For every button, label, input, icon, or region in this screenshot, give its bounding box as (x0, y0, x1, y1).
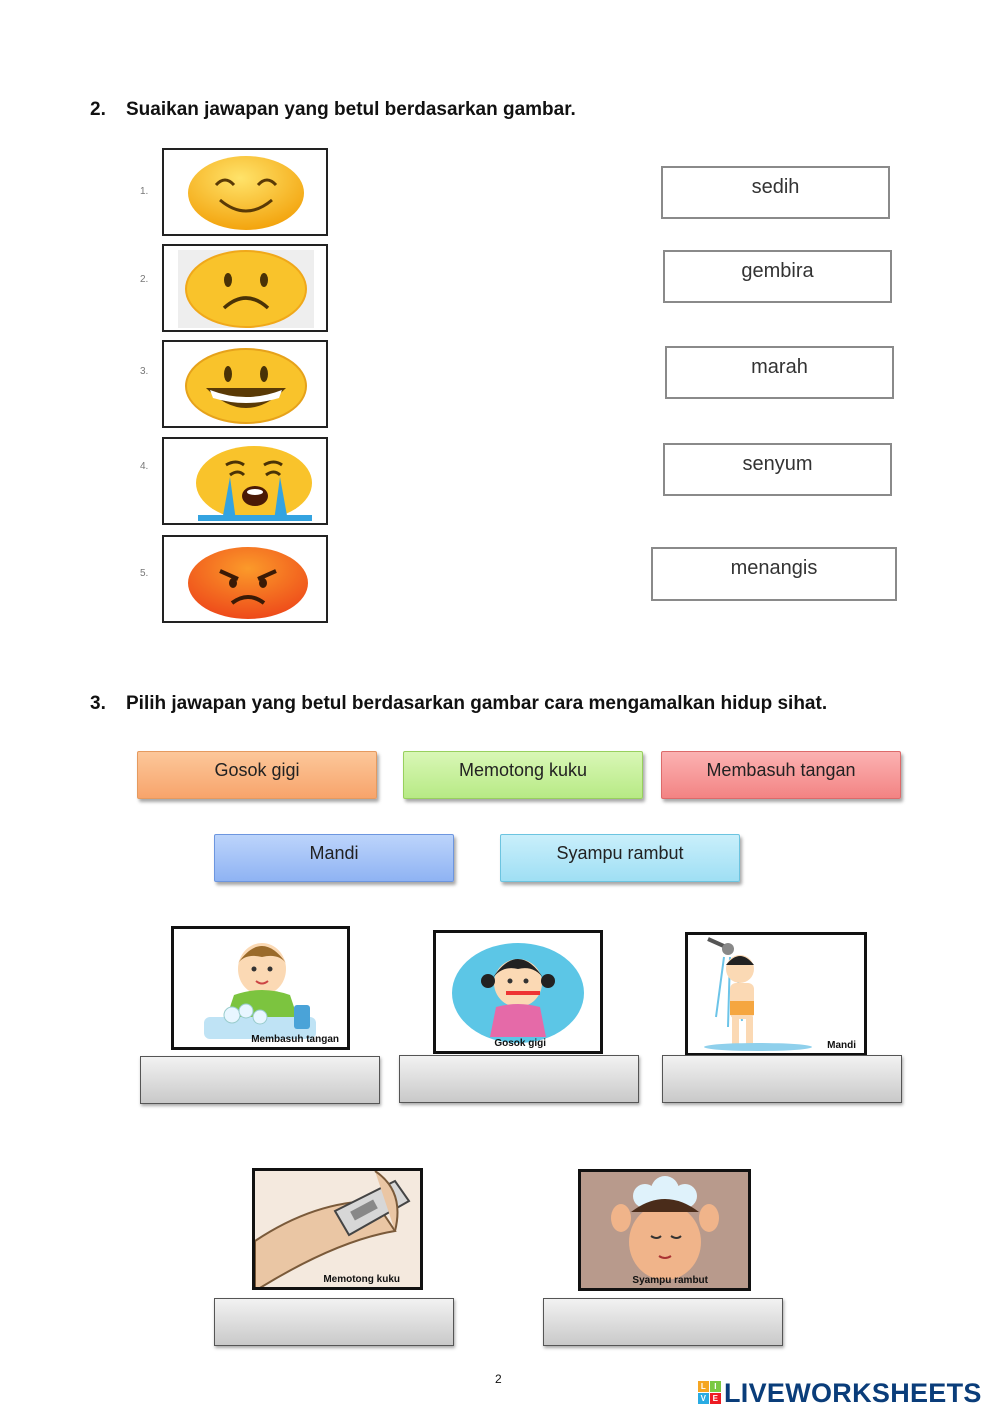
answer-box-marah[interactable]: marah (665, 346, 894, 399)
picture-caption: Memotong kuku (323, 1274, 400, 1285)
smiling-face-closed-eyes-icon (178, 152, 314, 234)
emoji-frame (162, 340, 328, 428)
liveworksheets-logo (698, 1378, 982, 1409)
picture-hand-washing (171, 926, 350, 1050)
shampoo-hair-icon (581, 1172, 748, 1288)
picture-tooth-brushing (433, 930, 603, 1054)
picture-caption: Mandi (827, 1040, 856, 1051)
picture-nail-clipping (252, 1168, 423, 1290)
question-number: 2. (90, 99, 106, 120)
emoji-frame (162, 437, 328, 525)
question-3-title (90, 693, 827, 715)
question-text: Pilih jawapan yang betul berdasarkan gambar cara mengamalkan hidup sihat. (126, 693, 828, 714)
emoji-frame (162, 148, 328, 236)
drop-box[interactable] (140, 1056, 380, 1104)
drop-box[interactable] (662, 1055, 902, 1103)
answer-box-menangis[interactable]: menangis (651, 547, 897, 601)
item-number: 5. (140, 568, 149, 579)
picture-caption: Gosok gigi (494, 1038, 546, 1049)
drop-box[interactable] (399, 1055, 639, 1103)
hand-washing-icon (174, 929, 347, 1047)
drop-box[interactable] (214, 1298, 454, 1346)
crying-face-icon (178, 441, 314, 523)
frowning-face-icon (178, 248, 314, 330)
emoji-frame (162, 244, 328, 332)
tooth-brushing-icon (436, 933, 600, 1051)
grinning-face-icon (178, 344, 314, 426)
nail-clipper-icon (255, 1171, 420, 1287)
picture-caption: Membasuh tangan (251, 1034, 339, 1045)
question-text: Suaikan jawapan yang betul berdasarkan gambar. (126, 99, 576, 120)
option-memotong-kuku[interactable]: Memotong kuku (403, 751, 643, 799)
item-number: 1. (140, 186, 149, 197)
item-number: 3. (140, 366, 149, 377)
angry-face-icon (178, 539, 314, 621)
item-number: 2. (140, 274, 149, 285)
brand-name: LIVEWORKSHEETS (724, 1378, 982, 1408)
item-number: 4. (140, 461, 149, 472)
option-mandi[interactable]: Mandi (214, 834, 454, 882)
option-membasuh-tangan[interactable]: Membasuh tangan (661, 751, 901, 799)
shower-icon (688, 935, 864, 1053)
answer-box-gembira[interactable]: gembira (663, 250, 892, 303)
picture-caption: Syampu rambut (632, 1275, 708, 1286)
answer-box-senyum[interactable]: senyum (663, 443, 892, 496)
picture-shampoo (578, 1169, 751, 1291)
option-gosok-gigi[interactable]: Gosok gigi (137, 751, 377, 799)
page-number: 2 (495, 1372, 502, 1386)
question-number: 3. (90, 693, 106, 714)
drop-box[interactable] (543, 1298, 783, 1346)
emoji-frame (162, 535, 328, 623)
question-2-title (90, 99, 576, 121)
picture-shower (685, 932, 867, 1056)
option-syampu-rambut[interactable]: Syampu rambut (500, 834, 740, 882)
liveworksheets-icon: L I V E (698, 1381, 722, 1405)
answer-box-sedih[interactable]: sedih (661, 166, 890, 219)
